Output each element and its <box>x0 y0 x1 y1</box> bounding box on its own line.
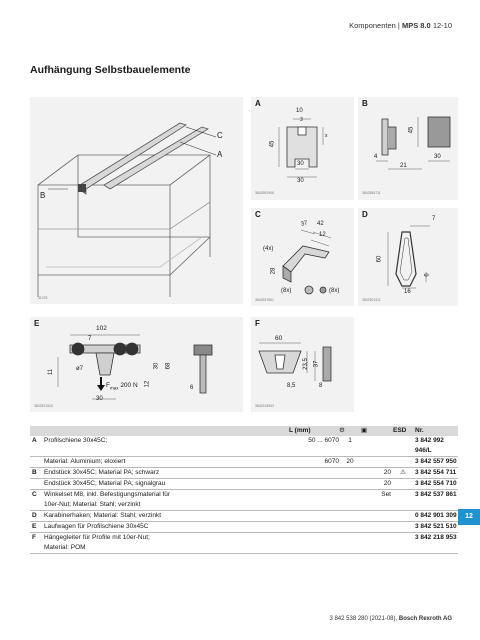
dim-e-phi7: ø7 <box>76 366 84 372</box>
table-row: 10er-Nut; Material: Stahl; verzinkt <box>30 500 458 511</box>
table-row: Endstück 30x45C; Material PA; signalgrau 20 3 842 554 710 <box>30 479 458 490</box>
dim-d-7: 7 <box>432 216 436 222</box>
panel-a <box>251 97 354 200</box>
dim-a-45: 45 <box>269 140 276 148</box>
header-qty-icon: ⚙ <box>339 426 361 436</box>
main-drawing-panel <box>30 97 243 304</box>
panel-f-code: 3842218953 <box>255 404 274 408</box>
esd-warning-icon: ⚠ <box>400 469 406 476</box>
panel-a-label: A <box>255 99 261 108</box>
dim-f-37: 37 <box>313 360 320 368</box>
panel-f-label: F <box>255 319 260 328</box>
dim-c-42: 42 <box>317 221 324 227</box>
force-symbol: F <box>106 382 110 389</box>
callout-a: A <box>217 150 223 159</box>
page-header: Komponenten | MPS 8.0 12-10 <box>349 21 452 30</box>
header-length: L (mm) <box>289 426 339 436</box>
panel-c-label: C <box>255 210 261 219</box>
page-footer <box>329 616 452 622</box>
force-value: 200 N <box>120 382 138 389</box>
dim-a-30-top: 30 <box>297 161 304 167</box>
table-row: C Winkelset M8, inkl. Befestigungsmaterial für Set 3 842 537 861 <box>32 491 457 498</box>
carriage-drawing <box>30 317 243 412</box>
panel-b <box>358 97 458 200</box>
dim-e-102: 102 <box>96 325 107 332</box>
panel-c <box>251 208 354 306</box>
table-row: Material: POM <box>30 543 458 554</box>
dim-e-68: 68 <box>165 362 172 370</box>
dim-f-8-5: 8,5 <box>287 383 296 389</box>
table-row: A Profilschiene 30x45C; 50 ... 6070 1 3 842 992 946/L <box>30 436 458 457</box>
footer-brand: Bosch Rexroth AG <box>398 616 452 622</box>
table-body <box>30 436 458 554</box>
dim-a-30-bottom: 30 <box>297 178 304 184</box>
callout-b: B <box>40 191 46 200</box>
dim-e-30-bottom: 30 <box>96 396 103 402</box>
dim-c-4x: (4x) <box>263 246 274 252</box>
header-esd: ESD <box>393 426 413 436</box>
table-row: D Karabinerhaken; Material: Stahl; verzinkt 0 842 901 309 <box>30 511 458 522</box>
panel-e <box>30 317 243 412</box>
table-row: B Endstück 30x45C; Material PA; schwarz 20 ⚠ 3 842 554 711 <box>30 468 458 479</box>
dim-e-12: 12 <box>144 380 151 388</box>
table-row: E Laufwagen für Profilschiene 30x45C 3 842 521 510 <box>30 522 458 533</box>
dim-c-12: 12 <box>319 232 326 238</box>
panel-d-label: D <box>362 210 368 219</box>
panel-a-code: 3842992946 <box>255 191 274 195</box>
panel-f <box>251 317 354 412</box>
panel-d <box>358 208 458 306</box>
panel-c-code: 3842537861 <box>255 298 274 302</box>
force-subscript: max <box>109 385 119 391</box>
panel-d-code: 3842901311 <box>362 298 381 302</box>
dim-d-6: 6 <box>424 273 431 277</box>
drawing-code: 31378 <box>38 296 48 300</box>
dim-d-60: 60 <box>376 255 383 263</box>
dim-a-10: 10 <box>296 108 303 114</box>
end-piece-drawing <box>358 97 458 200</box>
frame-drawing <box>30 97 243 304</box>
dim-f-8: 8 <box>319 383 323 389</box>
dim-b-30: 30 <box>434 154 441 160</box>
header-section: Komponenten <box>349 21 396 30</box>
panel-e-label: E <box>34 319 40 328</box>
callout-c: C <box>217 131 223 140</box>
dim-f-60: 60 <box>275 335 283 342</box>
dim-d-16: 16 <box>404 289 411 295</box>
parts-table <box>30 426 458 554</box>
footer-code: 3 842 538 280 (2021-08), <box>329 616 398 622</box>
dim-c-8x-2: (8x) <box>329 288 340 294</box>
force-label <box>106 382 138 390</box>
header-pack-icon: ▣ <box>361 426 393 436</box>
header-page-number: 12-10 <box>432 21 452 30</box>
chapter-tab[interactable]: 12 <box>458 509 480 525</box>
table-row: F Hängegleiter für Profile mit 10er-Nut; 3 842 218 953 <box>32 534 457 541</box>
dim-c-37: 37 <box>300 220 309 228</box>
dim-b-21: 21 <box>400 163 407 169</box>
page-title: Aufhängung Selbstbauelemente <box>30 64 191 76</box>
table-header-row <box>30 426 458 436</box>
dim-e-30: 30 <box>153 362 160 370</box>
dim-e-11: 11 <box>48 368 55 376</box>
dim-b-45: 45 <box>408 126 415 134</box>
header-product: MPS 8.0 <box>401 21 431 30</box>
panel-e-code: 3842521510 <box>34 404 53 408</box>
header-nr: Nr. <box>413 426 458 436</box>
table-row: Material: Aluminium; eloxiert 6070 20 3 842 557 950 <box>30 457 458 468</box>
dim-e-7: 7 <box>88 336 92 342</box>
dim-c-8x-1: (8x) <box>281 288 292 294</box>
panel-b-label: B <box>362 99 368 108</box>
dim-c-28: 28 <box>270 267 277 275</box>
dim-b-4: 4 <box>374 154 378 160</box>
panel-b-code: 3842554711 <box>362 191 381 195</box>
dim-f-23-5: 23,5 <box>302 358 309 370</box>
dim-a-x: x <box>325 133 328 139</box>
dim-a-3: 3 <box>300 117 303 123</box>
dim-e-6: 6 <box>190 385 194 391</box>
